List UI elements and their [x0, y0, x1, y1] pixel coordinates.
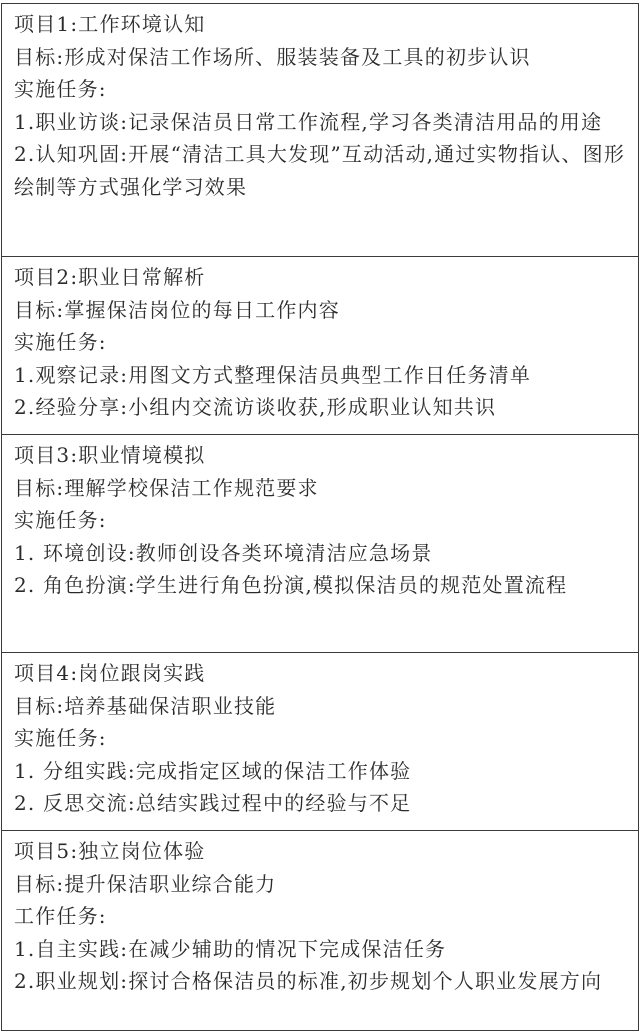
tasks-heading: 实施任务:: [14, 508, 107, 532]
project-goal: 目标:掌握保洁岗位的每日工作内容: [14, 297, 340, 322]
task-item: 2.认知巩固:开展“清洁工具大发现”互动活动,通过实物指认、图形绘制等方式强化学习效果: [14, 142, 626, 199]
project-title: 项目1:工作环境认知: [14, 12, 206, 36]
tasks-heading: 实施任务:: [14, 330, 107, 354]
project-table: [1, 3, 639, 1031]
project-title: 项目3:职业情境模拟: [14, 443, 206, 467]
project-goal: 目标:理解学校保洁工作规范要求: [14, 475, 319, 500]
project-goal: 目标:培养基础保洁职业技能: [14, 693, 277, 718]
task-item: 2.经验分享:小组内交流访谈收获,形成职业认知共识: [14, 395, 497, 419]
tasks-heading: 工作任务:: [14, 904, 107, 928]
task-item: 1. 环境创设:教师创设各类环境清洁应急场景: [14, 540, 433, 565]
project-title: 项目2:职业日常解析: [14, 265, 206, 289]
task-item: 2. 角色扮演:学生进行角色扮演,模拟保洁员的规范处置流程: [14, 573, 568, 597]
project-goal: 目标:形成对保洁工作场所、服装装备及工具的初步认识: [14, 44, 531, 69]
tasks-heading: 实施任务:: [14, 726, 107, 750]
task-item: 1.观察记录:用图文方式整理保洁员典型工作日任务清单: [14, 362, 532, 387]
project-section: [2, 830, 638, 1030]
task-item: 1.职业访谈:记录保洁员日常工作流程,学习各类清洁用品的用途: [14, 109, 603, 134]
project-section: [2, 434, 638, 652]
task-item: 1.自主实践:在减少辅助的情况下完成保洁任务: [14, 936, 447, 961]
project-section: [2, 256, 638, 434]
task-item: 2.职业规划:探讨合格保洁员的标准,初步规划个人职业发展方向: [14, 969, 603, 993]
tasks-heading: 实施任务:: [14, 77, 107, 101]
task-item: 1. 分组实践:完成指定区域的保洁工作体验: [14, 758, 412, 783]
project-section: [2, 4, 638, 256]
project-title: 项目4:岗位跟岗实践: [14, 661, 206, 685]
project-title: 项目5:独立岗位体验: [14, 839, 206, 863]
project-section: [2, 652, 638, 830]
task-item: 2. 反思交流:总结实践过程中的经验与不足: [14, 791, 412, 815]
project-goal: 目标:提升保洁职业综合能力: [14, 871, 277, 896]
